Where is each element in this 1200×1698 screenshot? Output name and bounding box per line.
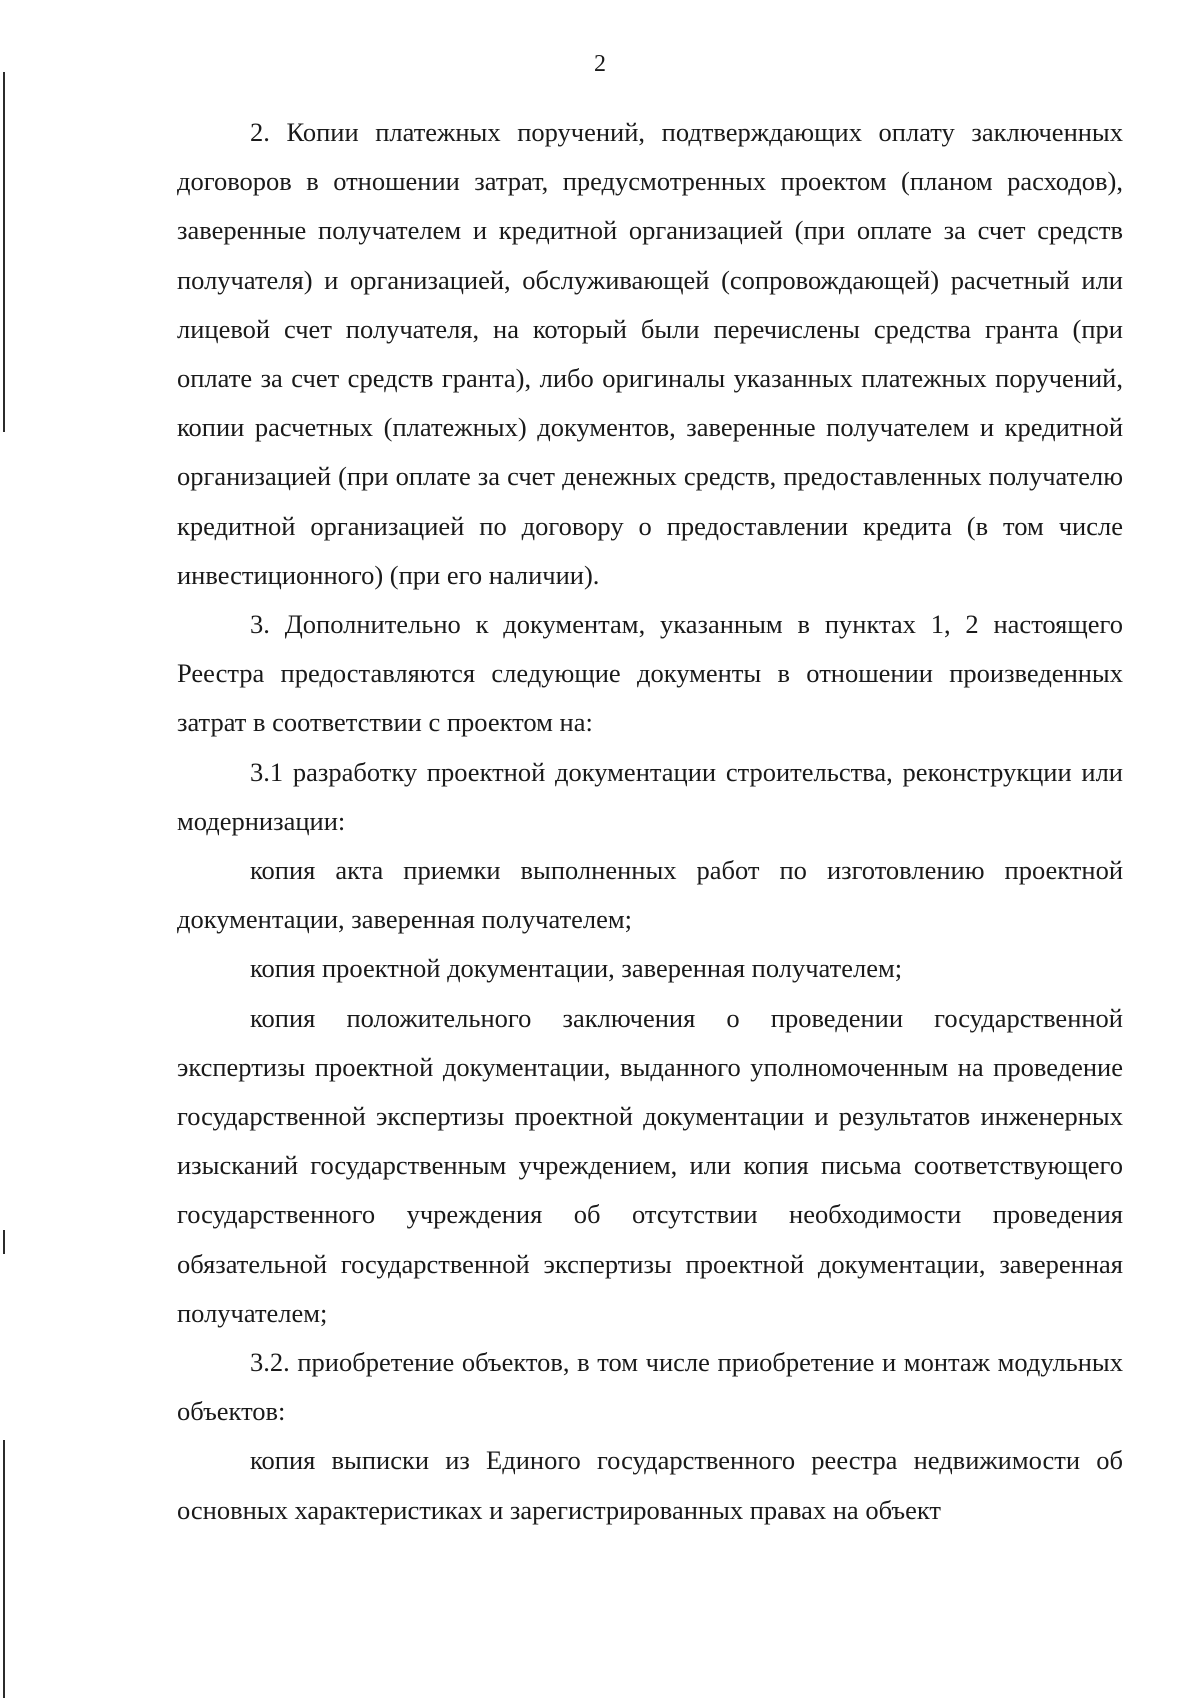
paragraph-item-3-2: 3.2. приобретение объектов, в том числе приобретение и монтаж модульных объектов: bbox=[177, 1347, 1123, 1427]
paragraph-registry-extract: копия выписки из Единого государственного реестра недвижимости об основных характеристиках и зарегистрированных правах на объект bbox=[177, 1445, 1123, 1525]
paragraph-item-3: 3. Дополнительно к документам, указанным в пунктах 1, 2 настоящего Реестра предоставляются следующие документы в отношении произведенных затрат в соответствии с проектом на: bbox=[177, 609, 1123, 738]
paragraph-act-copy: копия акта приемки выполненных работ по изготовлению проектной документации, заверенная получателем; bbox=[177, 855, 1123, 935]
document-body bbox=[177, 108, 1123, 1535]
paragraph-item-3-1: 3.1 разработку проектной документации строительства, реконструкции или модернизации: bbox=[177, 756, 1123, 836]
page-number: 2 bbox=[594, 51, 606, 77]
scan-edge-line bbox=[3, 72, 5, 432]
paragraph-project-doc-copy: копия проектной документации, заверенная получателем; bbox=[250, 953, 903, 984]
paragraph-expertise-copy: копия положительного заключения о проведении государственной экспертизы проектной документации, выданного уполномоченным на проведение государственной экспертизы проектной документации и результатов инженерных изысканий государственным учреждением, или копия письма соответствующего государственного учреждения об отсутствии необходимости проведения обязательной государственной экспертизы проектной документации, заверенная получателем; bbox=[177, 1002, 1123, 1328]
scan-edge-line bbox=[3, 1230, 5, 1254]
paragraph-item-2: 2. Копии платежных поручений, подтверждающих оплату заключенных договоров в отношении затрат, предусмотренных проектом (планом расходов), заверенные получателем и кредитной организацией (при оплате за счет средств получателя) и организацией, обслуживающей (сопровождающей) расчетный или лицевой счет получателя, на который были перечислены средства гранта (при оплате за счет средств гранта), либо оригиналы указанных платежных поручений, копии расчетных (платежных) документов, заверенные получателем и кредитной организацией (при оплате за счет денежных средств, предоставленных получателю кредитной организацией по договору о предоставлении кредита (в том числе инвестиционного) (при его наличии). bbox=[177, 117, 1123, 590]
scan-edge-line bbox=[3, 1440, 5, 1698]
